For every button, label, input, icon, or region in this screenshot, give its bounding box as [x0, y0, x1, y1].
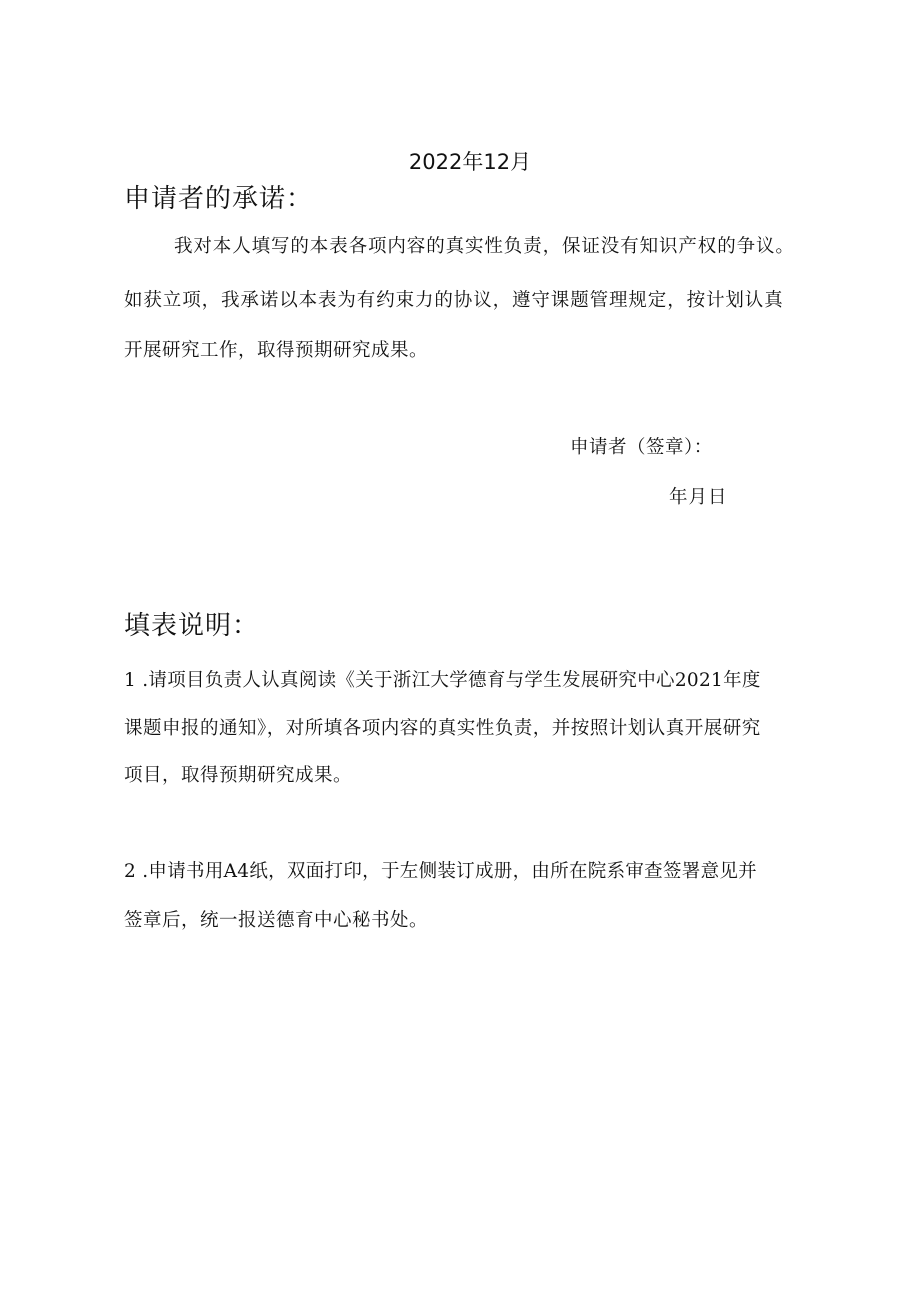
signature-label: 申请者（签章）： — [570, 437, 713, 458]
promise-line: 开展研究工作，取得预期研究成果。 — [124, 340, 429, 361]
note-line: 2 .申请书用A4纸，双面打印，于左侧装订成册，由所在院系审查签署意见并 — [124, 861, 757, 882]
notes-heading: 填表说明： — [124, 611, 260, 641]
note-line: 签章后，统一报送德育中心秘书处。 — [124, 910, 429, 931]
promise-line: 我对本人填写的本表各项内容的真实性负责，保证没有知识产权的争议。 — [174, 236, 795, 257]
promise-heading: 申请者的承诺： — [124, 184, 314, 214]
note-line: 1 .请项目负责人认真阅读《关于浙江大学德育与学生发展研究中心2021年度 — [124, 670, 761, 691]
promise-line: 如获立项，我承诺以本表为有约束力的协议，遵守课题管理规定，按计划认真 — [124, 290, 784, 311]
signature-date: 年月日 — [669, 487, 728, 508]
note-line: 项目，取得预期研究成果。 — [124, 765, 353, 786]
note-line: 课题申报的通知》，对所填各项内容的真实性负责，并按照计划认真开展研究 — [124, 718, 761, 739]
document-date: 2022年12月 — [408, 150, 532, 174]
